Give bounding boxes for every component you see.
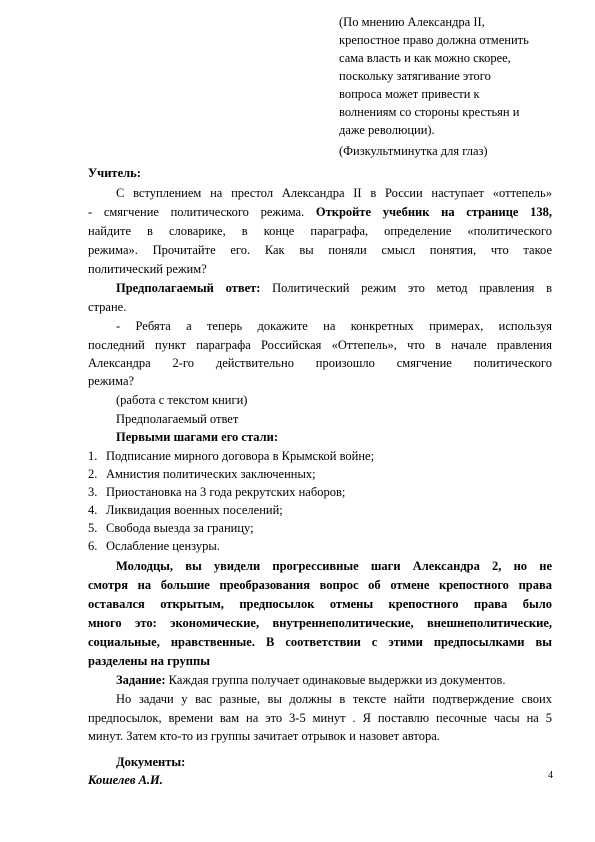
list-item: Ликвидация военных поселений;	[106, 503, 283, 517]
list-item: Ослабление цензуры.	[106, 539, 220, 553]
text-line	[88, 205, 552, 220]
text-line: разделены на группы	[88, 654, 210, 668]
text-span: Молодцы, вы увидели прогрессивные шаги	[116, 559, 413, 573]
text-line	[116, 559, 552, 574]
first-steps-heading: Первыми шагами его стали:	[116, 430, 279, 444]
text-span: С вступлением на престол Александра II в России наступает «оттепель»	[116, 186, 552, 200]
teacher-heading: Учитель:	[88, 166, 141, 180]
author-name: Кошелев А.И.	[88, 773, 163, 787]
page-number: 4	[548, 770, 553, 781]
text-line: смотря на большие преобразования вопрос об отмене крепостного права	[88, 578, 552, 592]
task-text: Каждая группа получает одинаковые выдержки из документов.	[165, 673, 506, 687]
text-line: много это: экономические, внутреннеполитические, внешнеполитические,	[88, 616, 552, 630]
list-number: 4.	[88, 503, 98, 517]
text-line: Александра 2-го действительно произошло смягчение политического	[88, 356, 552, 370]
aside-line: даже революции).	[339, 123, 435, 137]
documents-heading: Документы:	[116, 755, 186, 769]
text-line: последний пункт параграфа Российская «Оттепель», что в начале правления	[88, 338, 552, 352]
text-line: политический режим?	[88, 262, 207, 276]
text-line: найдите в словарике, в конце параграфа, определение «политического	[88, 224, 552, 238]
aside-line: поскольку затягивание этого	[339, 69, 491, 83]
list-number: 3.	[88, 485, 98, 499]
list-item: Подписание мирного договора в Крымской войне;	[106, 449, 375, 463]
list-number: 1.	[88, 449, 98, 463]
expected-answer-label: Предполагаемый ответ	[116, 412, 239, 426]
text-span: но не	[513, 559, 552, 573]
list-number: 5.	[88, 521, 98, 535]
text-line: стране.	[88, 300, 127, 314]
task-label: Задание:	[116, 673, 166, 687]
task-line	[116, 673, 505, 688]
list-item: Приостановка на 3 года рекрутских наборов;	[106, 485, 346, 499]
text-line: социальные, нравственные. В соответствии с этими предпосылками вы	[88, 635, 552, 649]
text-span: Александра 2,	[412, 559, 514, 573]
aside-line: сама власть и как можно скорее,	[339, 51, 511, 65]
aside-line: (По мнению Александра II,	[339, 15, 485, 29]
list-item: Амнистия политических заключенных;	[106, 467, 316, 481]
text-line	[116, 281, 552, 296]
text-line: минут. Затем кто-то из группы зачитает отрывок и назовет автора.	[88, 729, 440, 743]
answer-label: Предполагаемый ответ:	[116, 281, 261, 295]
text-span: Политический режим это метод правления в	[260, 281, 552, 295]
aside-line: вопроса может привести к	[339, 87, 480, 101]
work-note: (работа с текстом книги)	[116, 393, 248, 407]
list-item: Свобода выезда за границу;	[106, 521, 254, 535]
text-line: режима?	[88, 374, 135, 388]
emphasis-text: Откройте учебник на странице 138,	[315, 205, 553, 219]
text-span: - смягчение политического режима.	[88, 205, 316, 219]
text-line: режима». Прочитайте его. Как вы поняли смысл понятия, что такое	[88, 243, 552, 257]
text-line: предпосылок, времени вам на это 3-5 минут . Я поставлю песочные часы на 5	[88, 711, 552, 725]
list-number: 6.	[88, 539, 98, 553]
aside-line: крепостное право должна отменить	[339, 33, 529, 47]
text-line	[116, 186, 552, 201]
text-line: - Ребята а теперь докажите на конкретных примерах, используя	[116, 319, 552, 333]
text-line: оставался открытым, предпосылок отмены крепостного права было	[88, 597, 552, 611]
aside-line: волнениям со стороны крестьян и	[339, 105, 520, 119]
text-line: Но задачи у вас разные, вы должны в тексте найти подтверждение своих	[116, 692, 552, 706]
break-note: (Физкультминутка для глаз)	[339, 144, 488, 158]
list-number: 2.	[88, 467, 98, 481]
